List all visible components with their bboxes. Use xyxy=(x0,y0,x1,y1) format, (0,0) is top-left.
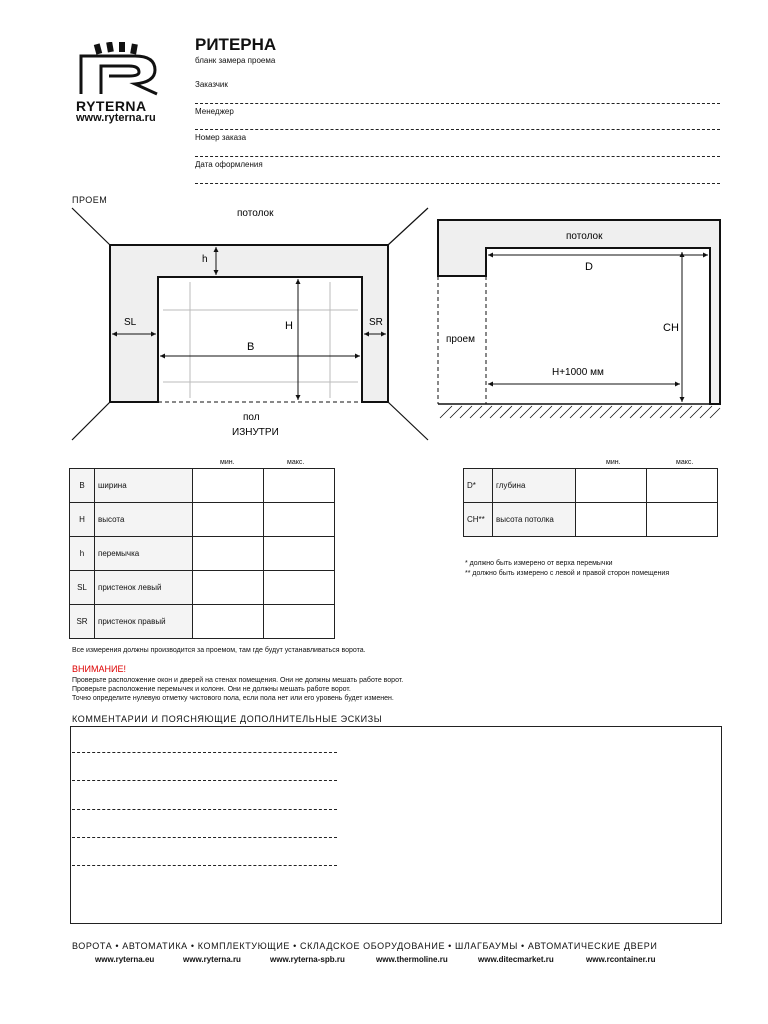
page-title: РИТЕРНА xyxy=(195,35,277,54)
footer-link[interactable]: www.thermoline.ru xyxy=(376,955,448,964)
row-name: ширина xyxy=(95,469,193,503)
table-row xyxy=(70,469,335,503)
comments-label: КОММЕНТАРИИ И ПОЯСНЯЮЩИЕ ДОПОЛНИТЕЛЬНЫЕ ЭСКИЗЫ xyxy=(72,714,383,724)
header-max-left: макс. xyxy=(287,459,305,466)
label-CH: CH xyxy=(663,322,679,334)
footer-link[interactable]: www.rcontainer.ru xyxy=(586,955,656,964)
label-h: h xyxy=(202,254,208,265)
row-name: пристенок левый xyxy=(95,571,193,605)
field-label-date: Дата оформления xyxy=(195,160,263,169)
row-name: перемычка xyxy=(95,537,193,571)
label-D: D xyxy=(585,261,593,273)
comment-line[interactable] xyxy=(72,752,337,753)
max-cell[interactable] xyxy=(264,537,335,571)
label-inside: ИЗНУТРИ xyxy=(232,427,279,438)
min-cell[interactable] xyxy=(193,571,264,605)
table-row xyxy=(464,503,718,537)
row-code: h xyxy=(70,537,95,571)
min-cell[interactable] xyxy=(576,469,647,503)
comments-box[interactable] xyxy=(70,726,722,924)
opening-diagram-front xyxy=(0,0,768,450)
measurement-table-opening xyxy=(69,468,335,639)
row-code: B xyxy=(70,469,95,503)
label-ceiling-front: потолок xyxy=(237,208,274,219)
row-code: H xyxy=(70,503,95,537)
footer-nav-item[interactable]: АВТОМАТИЧЕСКИЕ ДВЕРИ xyxy=(527,941,658,951)
footer-nav-item[interactable]: КОМПЛЕКТУЮЩИЕ xyxy=(197,941,291,951)
field-label-customer: Заказчик xyxy=(195,80,228,89)
row-code: SL xyxy=(70,571,95,605)
brand-name: RYTERNA xyxy=(76,98,147,114)
measure-note: Все измерения должны производится за проемом, там где будут устанавливаться ворота. xyxy=(72,647,366,654)
page-subtitle: бланк замера проема xyxy=(195,56,276,65)
field-label-order-number: Номер заказа xyxy=(195,133,247,142)
table-row xyxy=(464,469,718,503)
header-max-right: макс. xyxy=(676,459,694,466)
table-row xyxy=(70,503,335,537)
footer-link[interactable]: www.ryterna.ru xyxy=(183,955,241,964)
max-cell[interactable] xyxy=(264,503,335,537)
table-row xyxy=(70,605,335,639)
comment-line[interactable] xyxy=(72,837,337,838)
max-cell[interactable] xyxy=(647,469,718,503)
label-sl: SL xyxy=(124,317,137,328)
min-cell[interactable] xyxy=(193,605,264,639)
label-H-front: H xyxy=(285,320,293,332)
footer-link[interactable]: www.ryterna.eu xyxy=(95,955,155,964)
row-code: D* xyxy=(464,469,493,503)
label-floor: пол xyxy=(243,412,260,423)
row-name: пристенок правый xyxy=(95,605,193,639)
warning-line: Проверьте расположение перемычек и колонн. Они не должны мешать работе ворот. xyxy=(72,686,351,693)
warning-text xyxy=(72,676,403,703)
row-name: глубина xyxy=(493,469,576,503)
footer-link[interactable]: www.ditecmarket.ru xyxy=(478,955,554,964)
header-min-left: мин. xyxy=(220,459,235,466)
label-opening-side: проем xyxy=(446,334,475,345)
footer-nav-item[interactable]: СКЛАДСКОЕ ОБОРУДОВАНИЕ xyxy=(299,941,446,951)
footnote-ceiling: ** должно быть измерено с левой и правой сторон помещения xyxy=(465,570,670,577)
footer-nav-item[interactable]: ШЛАГБАУМЫ xyxy=(455,941,518,951)
row-code: SR xyxy=(70,605,95,639)
footnote-depth: * должно быть измерено от верха перемычки xyxy=(465,560,613,567)
row-code: CH** xyxy=(464,503,493,537)
max-cell[interactable] xyxy=(264,469,335,503)
min-cell[interactable] xyxy=(193,469,264,503)
max-cell[interactable] xyxy=(264,571,335,605)
header-min-right: мин. xyxy=(606,459,621,466)
measurement-table-room xyxy=(463,468,718,537)
label-h1000: H+1000 мм xyxy=(552,367,604,378)
max-cell[interactable] xyxy=(647,503,718,537)
label-ceiling-side: потолок xyxy=(566,231,603,242)
min-cell[interactable] xyxy=(193,503,264,537)
brand-url: www.ryterna.ru xyxy=(76,112,156,124)
comment-line[interactable] xyxy=(72,780,337,781)
label-B: B xyxy=(247,341,255,353)
table-row xyxy=(70,571,335,605)
section-label-opening: ПРОЕМ xyxy=(72,195,108,205)
comment-line[interactable] xyxy=(72,809,337,810)
footer-nav-item[interactable]: ВОРОТА xyxy=(72,941,113,951)
warning-title: ВНИМАНИЕ! xyxy=(72,664,126,674)
warning-line: Точно определите нулевую отметку чистового пола, если пола нет или его уровень будет изменен. xyxy=(72,695,394,702)
comment-line[interactable] xyxy=(72,865,337,866)
table-row xyxy=(70,537,335,571)
min-cell[interactable] xyxy=(576,503,647,537)
field-label-manager: Менеджер xyxy=(195,107,234,116)
row-name: высота потолка xyxy=(493,503,576,537)
footer-nav-item[interactable]: АВТОМАТИКА xyxy=(122,941,188,951)
warning-line: Проверьте расположение окон и дверей на стенах помещения. Они не должны мешать работе ворот. xyxy=(72,677,404,684)
row-name: высота xyxy=(95,503,193,537)
label-sr: SR xyxy=(369,317,383,328)
max-cell[interactable] xyxy=(264,605,335,639)
min-cell[interactable] xyxy=(193,537,264,571)
footer-nav: ВОРОТА • АВТОМАТИКА • КОМПЛЕКТУЮЩИЕ • СКЛАДСКОЕ ОБОРУДОВАНИЕ • ШЛАГБАУМЫ • АВТОМАТИЧЕСКИЕ ДВЕРИ xyxy=(72,941,658,951)
footer-link[interactable]: www.ryterna-spb.ru xyxy=(270,955,345,964)
